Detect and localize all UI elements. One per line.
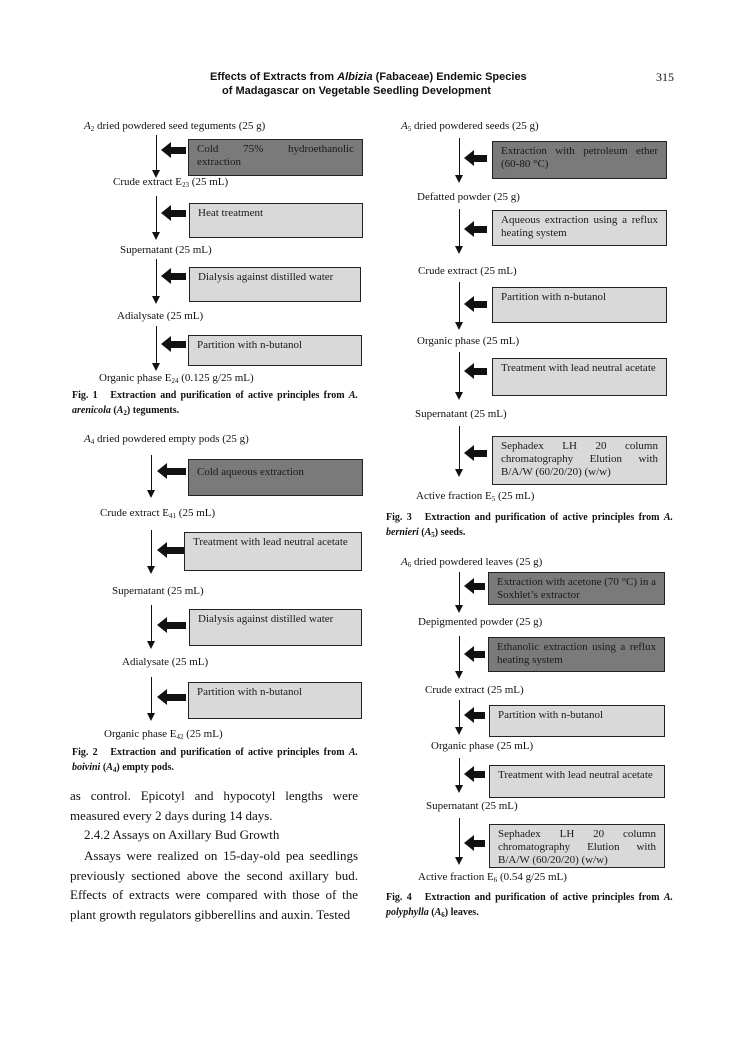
fig2-step-1: Cold aqueous extraction	[188, 459, 363, 496]
fig2-caption: Fig. 2 Extraction and purification of active principles from A. boivini $(A_4)$ empty pods.	[72, 747, 358, 774]
flow-arrow	[156, 259, 157, 296]
fig3-start-material: $A_5$ dried powdered seeds (25 g)	[401, 120, 539, 133]
arrow-head	[147, 566, 155, 574]
input-arrow	[473, 155, 487, 162]
fig3-step-3: Partition with n-butanol	[492, 287, 667, 323]
input-arrow	[473, 301, 487, 308]
input-arrow	[170, 210, 186, 217]
input-arrow	[170, 273, 186, 280]
fig4-intermediate-2: Crude extract (25 mL)	[425, 684, 524, 696]
fig4-intermediate-1: Depigmented powder (25 g)	[418, 616, 543, 628]
fig2-intermediate-1: Crude extract $E_{41}$ (25 mL)	[100, 507, 216, 520]
fig2-final-product: Organic phase $E_{42}$ (25 mL)	[104, 728, 223, 741]
fig4-start-material: $A_6$ dried powdered leaves (25 g)	[401, 556, 543, 569]
input-arrow	[473, 450, 487, 457]
arrow-head	[455, 857, 463, 865]
fig4-final-product: Active fraction $E_6$ (0.54 g/25 mL)	[418, 871, 567, 884]
fig4-step-3: Partition with n-butanol	[489, 705, 665, 737]
page-number: 315	[656, 70, 674, 84]
input-arrow	[473, 583, 485, 590]
fig3-step-4: Treatment with lead neutral acetate	[492, 358, 667, 396]
fig4-step-1: Extraction with acetone (70 °C) in a Soxhlet’s extractor	[488, 572, 665, 605]
fig3-final-product: Active fraction $E_5$ (25 mL)	[416, 490, 535, 503]
arrow-head	[455, 175, 463, 183]
arrow-head	[455, 322, 463, 330]
flow-arrow	[459, 818, 460, 858]
arrow-head	[455, 246, 463, 254]
arrow-head	[152, 296, 160, 304]
fig2-step-4: Partition with n-butanol	[188, 682, 362, 719]
flow-arrow	[151, 677, 152, 715]
flow-arrow	[459, 636, 460, 672]
input-arrow	[166, 468, 186, 475]
fig4-step-2: Ethanolic extraction using a reflux heating system	[488, 637, 665, 672]
flow-arrow	[459, 572, 460, 606]
fig4-step-4: Treatment with lead neutral acetate	[489, 765, 665, 798]
arrow-head	[455, 469, 463, 477]
arrow-head	[455, 785, 463, 793]
flow-arrow	[156, 135, 157, 172]
fig1-step-4: Partition with n-butanol	[188, 335, 362, 366]
fig1-final-product: Organic phase $E_{24}$ (0.125 g/25 mL)	[99, 372, 254, 385]
section-heading: 2.4.2 Assays on Axillary Bud Growth	[84, 827, 280, 842]
input-arrow	[166, 622, 186, 629]
fig3-step-5: Sephadex LH 20 column chromatography Elution with B/A/W (60/20/20) (w/w)	[492, 436, 667, 485]
arrow-head	[147, 490, 155, 498]
input-arrow	[473, 651, 485, 658]
fig3-step-2: Aqueous extraction using a reflux heating system	[492, 210, 667, 246]
flow-arrow	[151, 455, 152, 491]
fig2-intermediate-2: Supernatant (25 mL)	[112, 585, 204, 597]
fig2-intermediate-3: Adialysate (25 mL)	[122, 656, 209, 668]
header-line-2: of Madagascar on Vegetable Seedling Development	[222, 85, 491, 97]
input-arrow	[170, 341, 186, 348]
fig3-step-1: Extraction with petroleum ether (60-80 °C)	[492, 141, 667, 179]
fig1-intermediate-2: Supernatant (25 mL)	[120, 244, 212, 256]
body-paragraph-1: as control. Epicotyl and hypocotyl lengths were measured every 2 days during 14 days.	[70, 788, 358, 823]
fig2-step-2: Treatment with lead neutral acetate	[184, 532, 362, 571]
input-arrow	[473, 771, 485, 778]
flow-arrow	[459, 138, 460, 176]
flow-arrow	[459, 282, 460, 323]
flow-arrow	[156, 326, 157, 363]
fig3-intermediate-3: Organic phase (25 mL)	[417, 335, 520, 347]
arrow-head	[152, 232, 160, 240]
header-line-1: Effects of Extracts from Albizia (Fabaceae) Endemic Species	[210, 71, 527, 83]
fig1-caption: Fig. 1 Extraction and purification of active principles from A. arenicola $(A_2)$ teguments.	[72, 390, 358, 417]
input-arrow	[170, 147, 186, 154]
input-arrow	[473, 840, 485, 847]
arrow-head	[455, 727, 463, 735]
input-arrow	[166, 694, 186, 701]
fig2-start-material: $A_4$ dried powdered empty pods (25 g)	[84, 433, 249, 446]
fig1-intermediate-1: Crude extract $E_{23}$ (25 mL)	[113, 176, 229, 189]
arrow-head	[147, 641, 155, 649]
arrow-head	[455, 605, 463, 613]
arrow-head	[147, 713, 155, 721]
fig1-step-3: Dialysis against distilled water	[189, 267, 361, 302]
input-arrow	[473, 712, 485, 719]
fig3-intermediate-1: Defatted powder (25 g)	[417, 191, 520, 203]
fig1-intermediate-3: Adialysate (25 mL)	[117, 310, 204, 322]
flow-arrow	[156, 196, 157, 233]
fig4-intermediate-3: Organic phase (25 mL)	[431, 740, 534, 752]
fig3-intermediate-4: Supernatant (25 mL)	[415, 408, 507, 420]
flow-arrow	[459, 352, 460, 393]
flow-arrow	[151, 605, 152, 643]
input-arrow	[166, 547, 186, 554]
flow-arrow	[459, 758, 460, 786]
arrow-head	[152, 363, 160, 371]
input-arrow	[473, 226, 487, 233]
flow-arrow	[459, 209, 460, 247]
arrow-head	[455, 392, 463, 400]
flow-arrow	[151, 530, 152, 568]
fig4-step-5: Sephadex LH 20 column chromatography Elution with B/A/W (60/20/20) (w/w)	[489, 824, 665, 868]
flow-arrow	[459, 426, 460, 470]
fig1-step-2: Heat treatment	[189, 203, 363, 238]
fig4-caption: Fig. 4 Extraction and purification of active principles from A. polyphylla $(A_6)$ leaves.	[386, 892, 674, 919]
fig3-caption: Fig. 3 Extraction and purification of active principles from A. bernieri $(A_5)$ seeds.	[386, 512, 674, 539]
fig3-intermediate-2: Crude extract (25 mL)	[418, 265, 517, 277]
fig2-step-3: Dialysis against distilled water	[189, 609, 362, 646]
arrow-head	[455, 671, 463, 679]
fig1-start-material: $A_2$ dried powdered seed teguments (25 g)	[84, 120, 266, 133]
flow-arrow	[459, 700, 460, 728]
fig4-intermediate-4: Supernatant (25 mL)	[426, 800, 518, 812]
body-paragraph-2: Assays were realized on 15-day-old pea seedlings previously sectioned above the second axillary bud. Effects of extracts were compared with those of the plant growth regulators gibberellins and auxin. Tested	[70, 848, 358, 922]
input-arrow	[473, 368, 487, 375]
fig1-step-1: Cold 75% hydroethanolic extraction	[188, 139, 363, 176]
